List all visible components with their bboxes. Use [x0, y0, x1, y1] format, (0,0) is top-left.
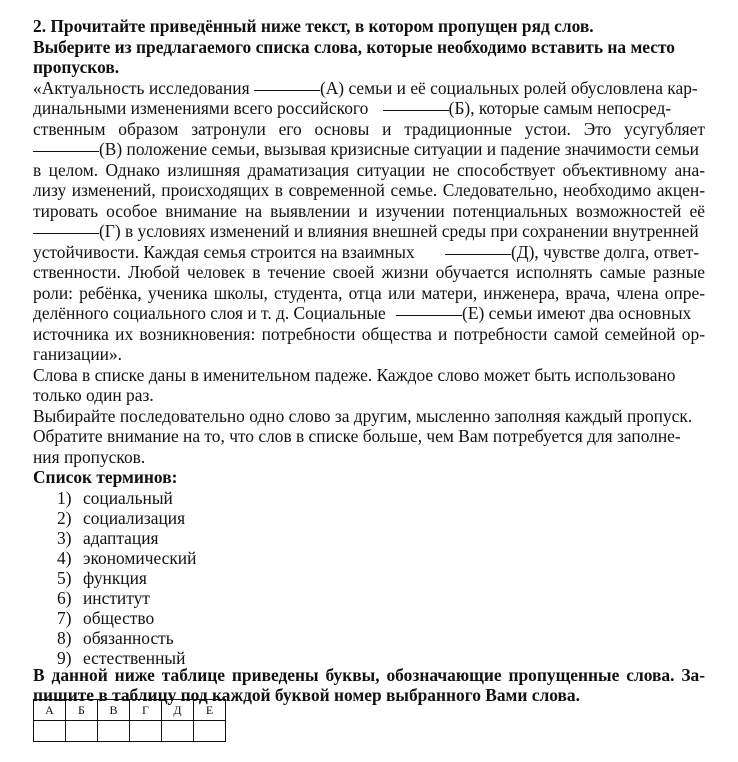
passage-line-5: в целом. Однако излишняя драматизация ситуации не способствует объективному ана-	[33, 160, 705, 180]
list-item: 9) естественный	[57, 648, 186, 668]
passage-line-13: источника их возникновения: потребности общества и потребности самой семейной ор-	[33, 324, 705, 344]
table-instruction-line-1: В данной ниже таблице приведены буквы, обозначающие пропущенные слова. За-	[33, 665, 705, 685]
answer-letter-g: Г	[130, 700, 162, 721]
answer-letter-b: Б	[66, 700, 98, 721]
answer-table	[33, 699, 226, 742]
answer-table-header-row	[34, 700, 226, 721]
list-item: 6) институт	[57, 588, 150, 608]
blank-a	[254, 89, 320, 91]
answer-cell-d[interactable]	[162, 721, 194, 742]
answer-cell-e[interactable]	[194, 721, 226, 742]
passage-line-9: устойчивости. Каждая семья строится на взаимных (Д), чувстве долга, ответ-	[33, 242, 699, 262]
blank-d	[445, 253, 511, 255]
answer-letter-d: Д	[162, 700, 194, 721]
passage-line-2: динальными изменениями всего российского (Б), которые самым непосред-	[33, 98, 672, 118]
list-item: 5) функция	[57, 568, 147, 588]
answer-letter-a: А	[34, 700, 66, 721]
passage-line-14: ганизации».	[33, 344, 123, 364]
list-item: 2) социализация	[57, 508, 186, 528]
blank-e	[396, 314, 462, 316]
instruction-line-1: Слова в списке даны в именительном падеже. Каждое слово может быть использовано	[33, 365, 676, 385]
blank-v	[33, 150, 99, 152]
answer-cell-v[interactable]	[98, 721, 130, 742]
passage-line-1: «Актуальность исследования (А) семьи и её социальных ролей обусловлена кар-	[33, 78, 698, 98]
passage-line-12: делённого социального слоя и т. д. Социальные (Е) семьи имеют два основных	[33, 303, 692, 323]
passage-line-11: роли: ребёнка, ученика школы, студента, отца или матери, инженера, врача, члена опре-	[33, 283, 705, 303]
list-item: 1) социальный	[57, 488, 173, 508]
instruction-line-3: Выбирайте последовательно одно слово за другим, мысленно заполняя каждый пропуск.	[33, 406, 693, 426]
passage-line-4: (В) положение семьи, вызывая кризисные ситуации и падение значимости семьи	[33, 139, 705, 159]
instruction-line-4: Обратите внимание на то, что слов в списке больше, чем Вам потребуется для заполне-	[33, 426, 681, 446]
instruction-line-5: ния пропусков.	[33, 447, 146, 467]
task-heading-line-1: 2. Прочитайте приведённый ниже текст, в котором пропущен ряд слов.	[33, 16, 594, 36]
blank-g	[33, 232, 99, 234]
answer-cell-a[interactable]	[34, 721, 66, 742]
task-heading-line-2: Выберите из предлагаемого списка слова, которые необходимо вставить на место	[33, 37, 675, 57]
terms-title: Список терминов:	[33, 467, 178, 487]
answer-cell-g[interactable]	[130, 721, 162, 742]
list-item: 3) адаптация	[57, 528, 159, 548]
answer-table-input-row	[34, 721, 226, 742]
answer-letter-v: В	[98, 700, 130, 721]
answer-cell-b[interactable]	[66, 721, 98, 742]
passage-line-8: (Г) в условиях изменений и влияния внешней среды при сохранении внутренней	[33, 221, 705, 241]
answer-letter-e: Е	[194, 700, 226, 721]
blank-b	[383, 109, 449, 111]
task-heading-line-3: пропусков.	[33, 57, 120, 77]
list-item: 7) общество	[57, 608, 155, 628]
list-item: 4) экономический	[57, 548, 197, 568]
list-item: 8) обязанность	[57, 628, 174, 648]
passage-line-6: лизу изменений, происходящих в современной семье. Следовательно, необходимо акцен-	[33, 180, 705, 200]
passage-line-3: ственным образом затронули его основы и традиционные устои. Это усугубляет	[33, 119, 705, 139]
passage-line-10: ственности. Любой человек в течение своей жизни обучается исполнять самые разные	[33, 262, 705, 282]
instruction-line-2: только один раз.	[33, 385, 154, 405]
passage-line-7: тировать особое внимание на выявлении и изучении потенциальных возможностей её	[33, 201, 705, 221]
table-instruction-line-2: пишите в таблицу под каждой буквой номер выбранного Вами слова.	[33, 685, 580, 705]
